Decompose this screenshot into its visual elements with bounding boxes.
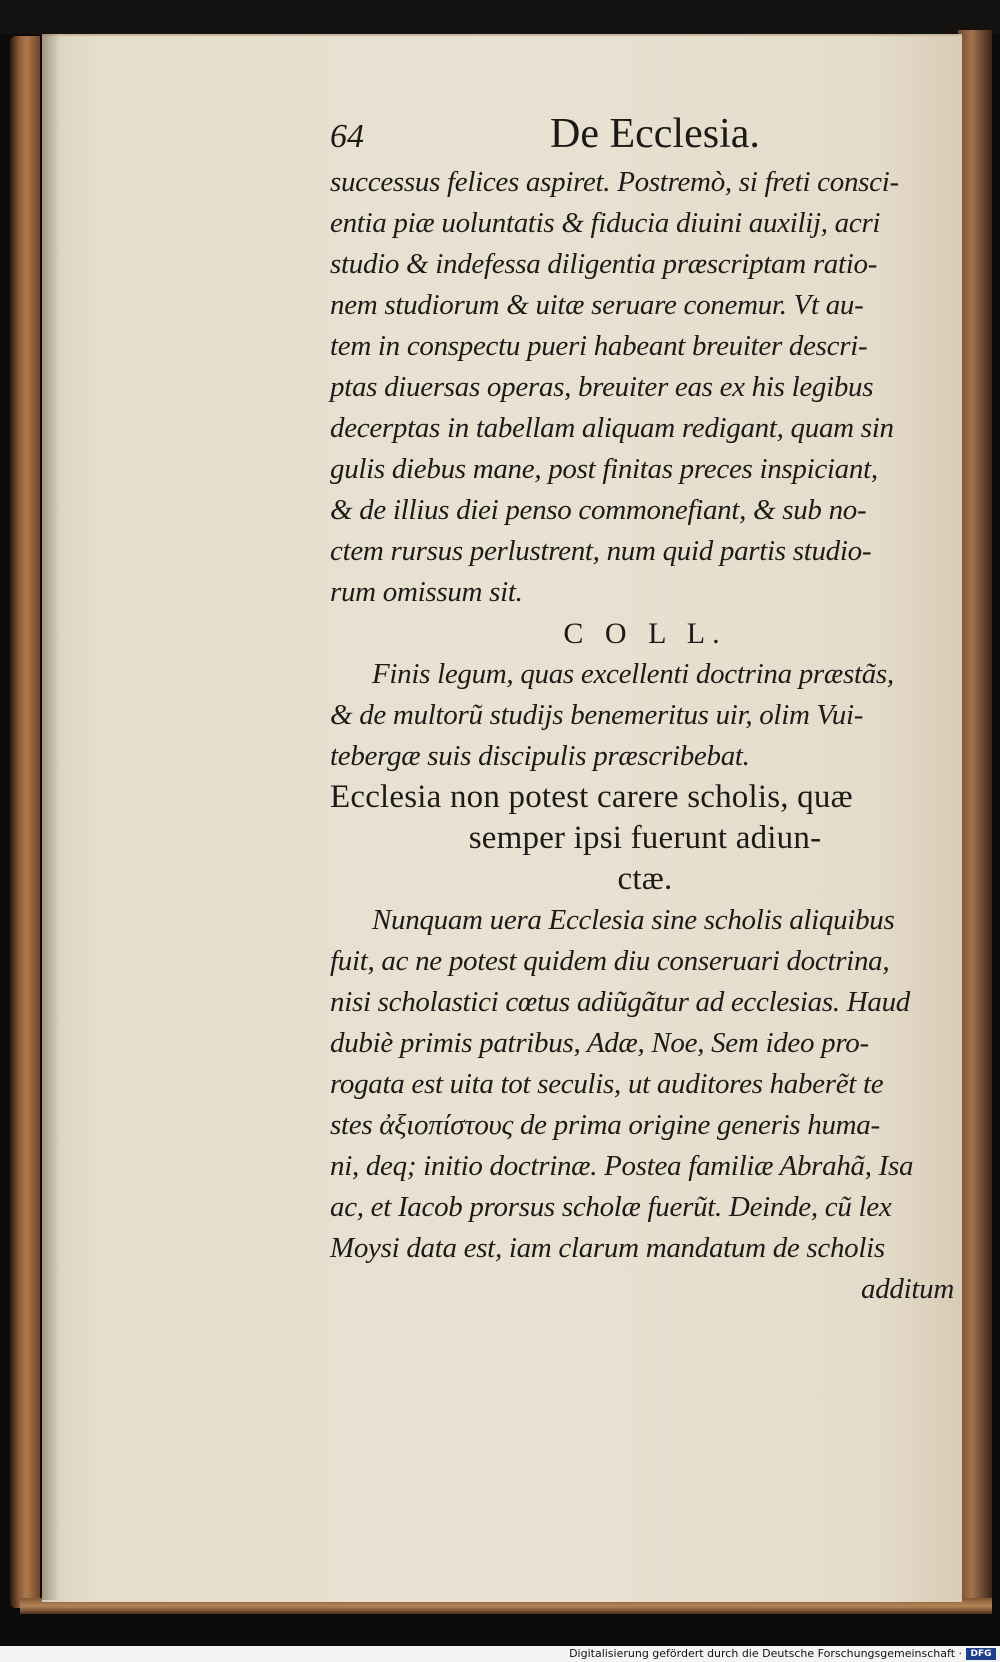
page-gutter-shadow [42, 34, 60, 1600]
catchword: additum [861, 1273, 954, 1305]
body-line: ac, et Iacob prorsus scholæ fuerũt. Deinde, cũ lex [330, 1191, 892, 1223]
text-line: nem studiorum & uitæ seruare conemur. Vt au- [330, 289, 864, 321]
text-line: ctem rursus perlustrent, num quid partis studio- [330, 535, 872, 567]
text-line: ptas diuersas operas, breuiter eas ex his legibus [330, 371, 874, 403]
coll-line: & de multorũ studijs benemeritus uir, olim Vui- [330, 699, 864, 731]
text-line: & de illius diei penso commonefiant, & sub no- [330, 494, 867, 526]
body-line: Nunquam uera Ecclesia sine scholis aliquibus [372, 904, 895, 936]
chapter-heading-line: ctæ. [617, 861, 673, 897]
chapter-heading-line: semper ipsi fuerunt adiun- [468, 820, 822, 856]
page-number: 64 [330, 118, 364, 155]
section-label: C O L L. [563, 617, 727, 650]
text-line: studio & indefessa diligentia præscriptam ratio- [330, 248, 878, 280]
body-line: nisi scholastici cœtus adiũgãtur ad ecclesias. Haud [330, 986, 910, 1018]
dfg-logo-icon[interactable]: DFG [966, 1648, 996, 1660]
coll-line: tebergæ suis discipulis præscribebat. [330, 740, 750, 772]
scan-background-top [0, 0, 1000, 34]
footer-credit: Digitalisierung gefördert durch die Deutsche Forschungsgemeinschaft · [569, 1647, 962, 1660]
body-line: fuit, ac ne potest quidem diu conseruari doctrina, [330, 945, 890, 977]
body-line: dubiè primis patribus, Adæ, Noe, Sem ideo pro- [330, 1027, 869, 1059]
body-line: stes ἀξιοπίστους de prima origine generis huma- [330, 1109, 880, 1141]
body-line: ni, deq; initio doctrinæ. Postea familiæ Abrahã, Isa [330, 1150, 914, 1182]
body-line: Moysi data est, iam clarum mandatum de scholis [330, 1232, 885, 1264]
footer-bar [0, 1646, 1000, 1662]
page-header [330, 110, 810, 166]
running-title: De Ecclesia. [550, 111, 760, 157]
text-block [330, 162, 960, 1310]
text-line: entia piæ uoluntatis & fiducia diuini auxilij, acri [330, 207, 881, 239]
text-line: successus felices aspiret. Postremò, si freti consci- [330, 166, 899, 198]
book-edge-left [10, 36, 40, 1608]
book-edge-right [958, 30, 992, 1610]
text-line: decerptas in tabellam aliquam redigant, quam sin [330, 412, 894, 444]
chapter-heading-line: Ecclesia non potest carere scholis, quæ [330, 779, 853, 815]
text-line: tem in conspectu pueri habeant breuiter descri- [330, 330, 868, 362]
text-line: gulis diebus mane, post finitas preces inspiciant, [330, 453, 878, 485]
text-line: rum omissum sit. [330, 576, 523, 608]
coll-line: Finis legum, quas excellenti doctrina præstãs, [372, 658, 894, 690]
body-line: rogata est uita tot seculis, ut auditores haberẽt te [330, 1068, 884, 1100]
